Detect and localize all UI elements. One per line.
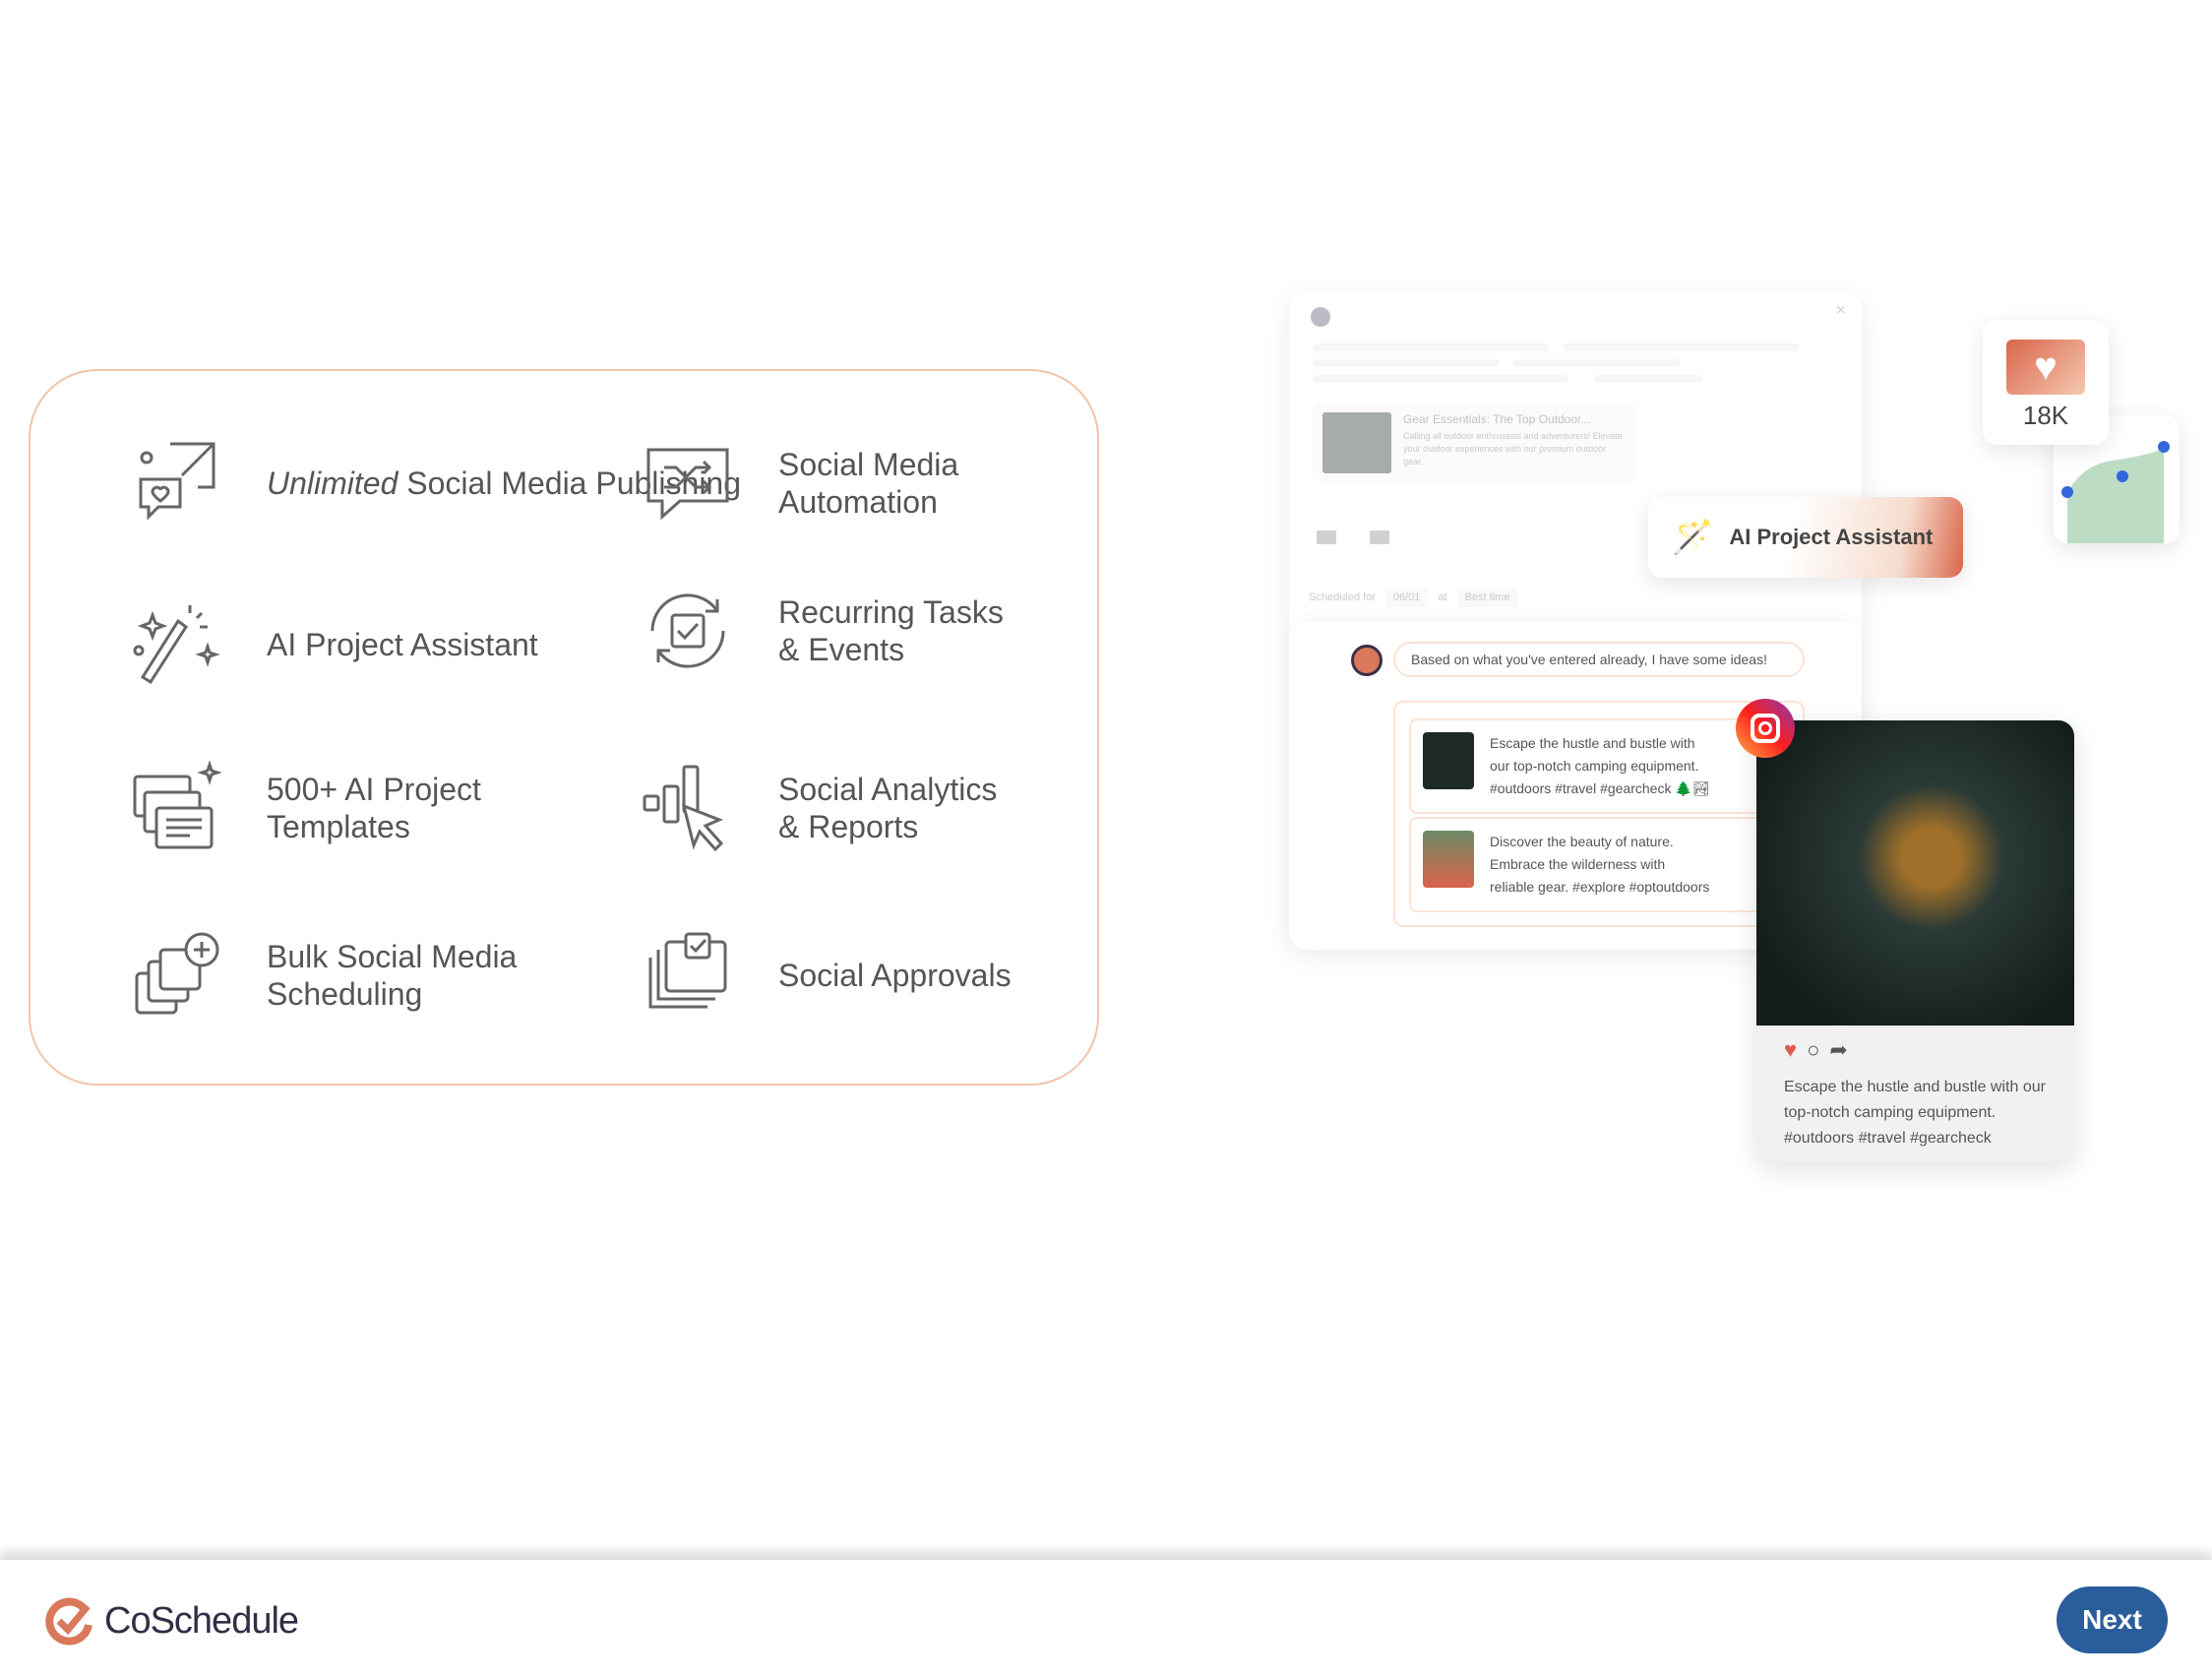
profile-avatar-icon [1311,307,1330,327]
chart-point [2158,441,2170,453]
post-caption: Escape the hustle and bustle with our top-notch camping equipment. #outdoors #travel #gearcheck [1784,1079,2046,1147]
footer [0,1560,2212,1679]
features-card [29,369,1099,1086]
feature-label: Social Media Publishing [398,466,742,501]
feature-label: Social Analytics & Reports [778,772,998,844]
magic-wand-icon [129,597,223,692]
chart-point [2061,486,2073,498]
video-icon[interactable] [1370,530,1389,544]
feature-label: Bulk Social Media Scheduling [267,939,518,1012]
approvals-icon [641,928,735,1023]
ai-assistant-badge [1648,497,1963,578]
bulk-schedule-icon [129,928,223,1023]
likes-count: 18K [2022,401,2069,430]
close-icon[interactable]: × [1835,300,1846,320]
feature-label: Recurring Tasks & Events [778,594,1004,667]
magic-wand-icon: 🪄 [1672,519,1714,556]
like-icon[interactable]: ♥ [1784,1037,1798,1062]
brand-name: CoSchedule [104,1599,299,1642]
likes-card [1983,320,2109,445]
feature-templates [129,761,513,855]
feature-approvals [641,928,1012,1023]
instagram-icon [1736,699,1795,758]
feature-label: Social Media Automation [778,447,959,520]
feature-automation [641,436,975,530]
post-image [1756,720,2074,1026]
suggestion-card[interactable] [1409,817,1763,912]
time-field[interactable]: Best time [1457,588,1518,607]
assistant-message: Based on what you've entered already, I have some ideas! [1393,642,1805,677]
feature-ai-assistant [129,597,538,692]
scheduled-label: Scheduled for [1309,591,1376,603]
suggestion-card[interactable] [1409,718,1763,814]
share-icon[interactable]: ➦ [1829,1037,1848,1062]
chart-point [2117,470,2128,482]
instagram-post-preview [1756,720,2074,1161]
date-field[interactable]: 06/01 [1385,588,1429,607]
feature-bulk-scheduling [129,928,532,1023]
coschedule-logo [43,1595,298,1647]
analytics-cursor-icon [641,761,735,855]
templates-icon [129,761,223,855]
next-button[interactable]: Next [2057,1586,2168,1653]
recurring-check-icon [641,584,735,678]
suggestion-text: Escape the hustle and bustle with our top-notch camping equipment. #outdoors #travel #gearcheck 🌲🏞 [1490,735,1710,796]
feature-label: AI Project Assistant [267,627,538,662]
feature-label-italic: Unlimited [267,466,399,501]
automation-shuffle-icon [641,436,735,530]
camera-icon[interactable] [1317,530,1336,544]
heart-icon: ♥ [2006,340,2085,395]
feature-analytics [641,761,1014,855]
feature-label: Social Approvals [778,958,1012,993]
logo-check-icon [43,1595,94,1647]
feature-label: 500+ AI Project Templates [267,772,481,844]
at-label: at [1438,591,1447,603]
link-thumbnail [1322,412,1391,473]
feature-recurring [641,584,1005,678]
link-title: Gear Essentials: The Top Outdoor... [1403,412,1591,426]
link-description: Calling all outdoor enthusiasts and adventurers! Elevate your outdoor experiences with our premium outdoor gear. [1403,431,1623,466]
social-publishing-icon [129,436,223,530]
suggestion-text: Discover the beauty of nature. Embrace the wilderness with reliable gear. #explore #optoutdoors [1490,834,1710,895]
ai-badge-label: AI Project Assistant [1729,525,1934,549]
link-preview [1313,403,1637,483]
comment-icon[interactable]: ○ [1807,1037,1820,1062]
assistant-avatar [1351,645,1382,676]
